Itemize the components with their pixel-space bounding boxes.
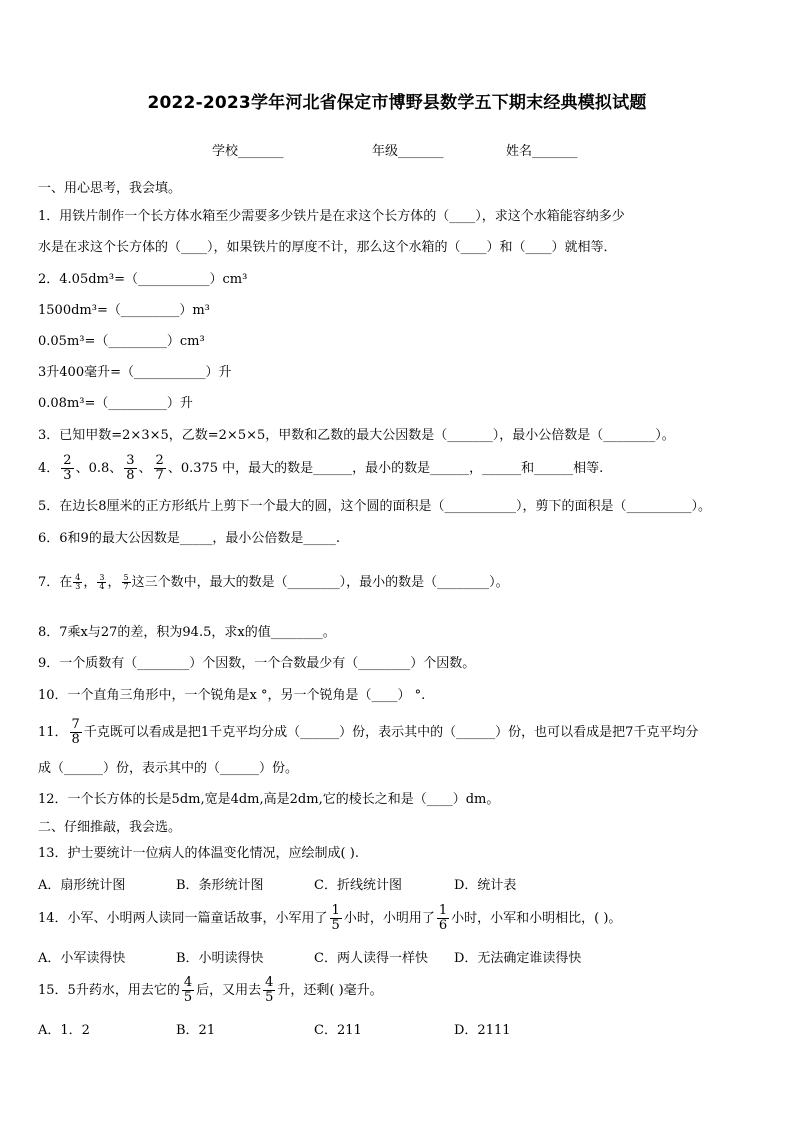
fraction-3-4: $\frac{3}{4}$ bbox=[99, 573, 105, 591]
question-3: 3．已知甲数=2×3×5，乙数=2×5×5，甲数和乙数的最大公因数是（_______），最小公倍数是（________）。 bbox=[38, 428, 675, 443]
grade-field: 年级_______ bbox=[372, 144, 444, 159]
question-2-part-2: 1500dm³=（_________）m³ bbox=[38, 303, 210, 318]
name-field: 姓名_______ bbox=[506, 144, 578, 159]
question-2-part-1: 2．4.05dm³=（___________）cm³ bbox=[38, 272, 248, 287]
question-15-option-c: C．211 bbox=[314, 1023, 362, 1038]
question-13-option-a: A．扇形统计图 bbox=[38, 878, 126, 893]
fraction-7-8: $\frac{7}{8}$ bbox=[71, 717, 80, 747]
question-4-prefix: 4． bbox=[38, 461, 60, 476]
question-11-line-2: 成（______）份，表示其中的（______）份。 bbox=[38, 761, 299, 776]
fraction-4-3: $\frac{4}{3}$ bbox=[75, 573, 81, 591]
question-15-option-d: D．2111 bbox=[454, 1023, 511, 1038]
question-14-option-b: B．小明读得快 bbox=[176, 951, 264, 966]
question-13-option-d: D．统计表 bbox=[454, 878, 517, 893]
question-14-option-d: D．无法确定谁读得快 bbox=[454, 951, 582, 966]
section-heading-choice: 二、仔细推敲，我会选。 bbox=[38, 820, 182, 835]
question-14-option-c: C．两人读得一样快 bbox=[314, 951, 428, 966]
fraction-2-7: $\frac{2}{7}$ bbox=[155, 453, 164, 483]
question-15-option-b: B．21 bbox=[176, 1023, 216, 1038]
fraction-1-6: $\frac{1}{6}$ bbox=[438, 903, 448, 933]
question-6: 6．6和9的最大公因数是_____，最小公倍数是_____. bbox=[38, 531, 340, 546]
fraction-1-5: $\frac{1}{5}$ bbox=[331, 903, 340, 933]
question-10: 10．一个直角三角形中，一个锐角是x °，另一个锐角是（____） °. bbox=[38, 688, 426, 703]
question-5: 5．在边长8厘米的正方形纸片上剪下一个最大的圆，这个圆的面积是（___________），剪下的面积是（__________）。 bbox=[38, 499, 712, 514]
question-13: 13．护士要统计一位病人的体温变化情况，应绘制成( ). bbox=[38, 846, 359, 861]
question-15: 15．5升药水，用去它的 $\frac{4}{5}$ 后，又用去 $\frac{4}{5}$ 升，还剩( )毫升。 bbox=[38, 975, 383, 1005]
fraction-2-3: $\frac{2}{3}$ bbox=[63, 453, 72, 483]
question-9: 9．一个质数有（________）个因数，一个合数最少有（________）个因数。 bbox=[38, 656, 476, 671]
fraction-4-5-first: $\frac{4}{5}$ bbox=[183, 975, 193, 1005]
section-heading-fill: 一、用心思考，我会填。 bbox=[38, 181, 182, 196]
page-title: 2022-2023学年河北省保定市博野县数学五下期末经典模拟试题 bbox=[147, 93, 647, 113]
fraction-5-7: $\frac{5}{7}$ bbox=[123, 573, 129, 591]
question-8: 8．7乘x与27的差，积为94.5，求x的值________。 bbox=[38, 625, 336, 640]
question-11-line-1: 11． $\frac{7}{8}$ 千克既可以看成是把1千克平均分成（______）份，表示其中的（______）份，也可以看成是把7千克平均分 bbox=[38, 717, 699, 747]
question-13-option-c: C．折线统计图 bbox=[314, 878, 402, 893]
question-2-part-5: 0.08m³=（_________）升 bbox=[38, 396, 193, 411]
question-4: 4． $\frac{2}{3}$ 、0.8、 $\frac{3}{8}$ 、 $\frac{2}{7}$ 、0.375 中，最大的数是______，最小的数是______，______和______相等. bbox=[38, 453, 604, 483]
question-2-part-3: 0.05m³=（_________）cm³ bbox=[38, 334, 205, 349]
question-1-line-2: 水是在求这个长方体的（____），如果铁片的厚度不计，那么这个水箱的（____）和（____）就相等． bbox=[38, 240, 617, 255]
fraction-4-5-second: $\frac{4}{5}$ bbox=[265, 975, 274, 1005]
question-12: 12．一个长方体的长是5dm,宽是4dm,高是2dm,它的棱长之和是（____）dm。 bbox=[38, 792, 500, 807]
question-13-option-b: B．条形统计图 bbox=[176, 878, 264, 893]
fraction-3-8: $\frac{3}{8}$ bbox=[126, 453, 135, 483]
question-14: 14．小军、小明两人读同一篇童话故事，小军用了 $\frac{1}{5}$ 小时，小明用了 $\frac{1}{6}$ 小时，小军和小明相比，( )。 bbox=[38, 903, 622, 933]
question-14-option-a: A．小军读得快 bbox=[38, 951, 126, 966]
question-15-option-a: A．1．2 bbox=[38, 1023, 90, 1038]
school-field: 学校_______ bbox=[212, 144, 284, 159]
question-7: 7．在 $\frac{4}{3}$ ， $\frac{3}{4}$ ， $\frac{5}{7}$ 这三个数中，最大的数是（________），最小的数是（________）。 bbox=[38, 573, 509, 591]
question-1-line-1: 1．用铁片制作一个长方体水箱至少需要多少铁片是在求这个长方体的（____），求这个水箱能容纳多少 bbox=[38, 209, 625, 224]
question-2-part-4: 3升400毫升=（___________）升 bbox=[38, 365, 232, 380]
